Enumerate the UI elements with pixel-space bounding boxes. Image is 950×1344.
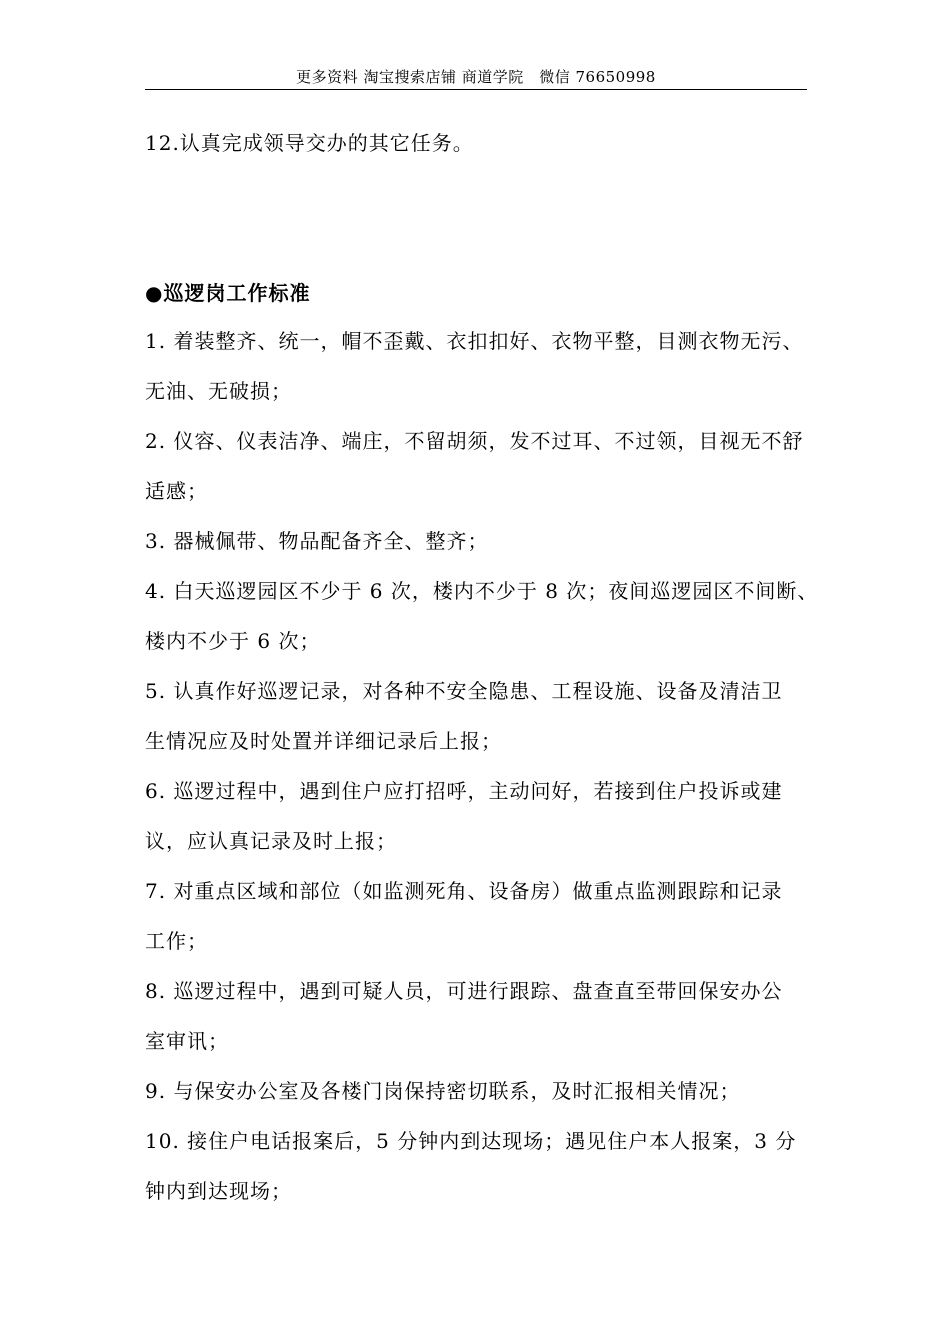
body-line: 2. 仪容、仪表洁净、端庄，不留胡须，发不过耳、不过领，目视无不舒 [145,429,804,453]
body-line: 6. 巡逻过程中，遇到住户应打招呼，主动问好，若接到住户投诉或建 [145,779,783,803]
body-line: 8. 巡逻过程中，遇到可疑人员，可进行跟踪、盘查直至带回保安办公 [145,979,783,1003]
body-line: 室审讯； [145,1029,229,1053]
body-line: 3. 器械佩带、物品配备齐全、整齐； [145,529,489,553]
body-line: 工作； [145,929,208,953]
body-line: 楼内不少于 6 次； [145,629,321,653]
body-line: 9. 与保安办公室及各楼门岗保持密切联系，及时汇报相关情况； [145,1079,741,1103]
body-line: 生情况应及时处置并详细记录后上报； [145,729,502,753]
page-header: 更多资料 淘宝搜索店铺 商道学院 微信 76650998 [145,66,807,90]
body-line: 4. 白天巡逻园区不少于 6 次，楼内不少于 8 次；夜间巡逻园区不间断、 [145,579,819,603]
body-line: 10. 接住户电话报案后，5 分钟内到达现场；遇见住户本人报案，3 分 [145,1129,797,1153]
body-line: 7. 对重点区域和部位（如监测死角、设备房）做重点监测跟踪和记录 [145,879,783,903]
body-line: 5. 认真作好巡逻记录，对各种不安全隐患、工程设施、设备及清洁卫 [145,679,783,703]
section-title: ●巡逻岗工作标准 [145,281,311,305]
item-12: 12.认真完成领导交办的其它任务。 [145,131,474,155]
body-line: 议，应认真记录及时上报； [145,829,397,853]
body-line: 钟内到达现场； [145,1179,292,1203]
body-line: 无油、无破损； [145,379,292,403]
body-line: 适感； [145,479,208,503]
body-line: 1. 着装整齐、统一，帽不歪戴、衣扣扣好、衣物平整，目测衣物无污、 [145,329,804,353]
